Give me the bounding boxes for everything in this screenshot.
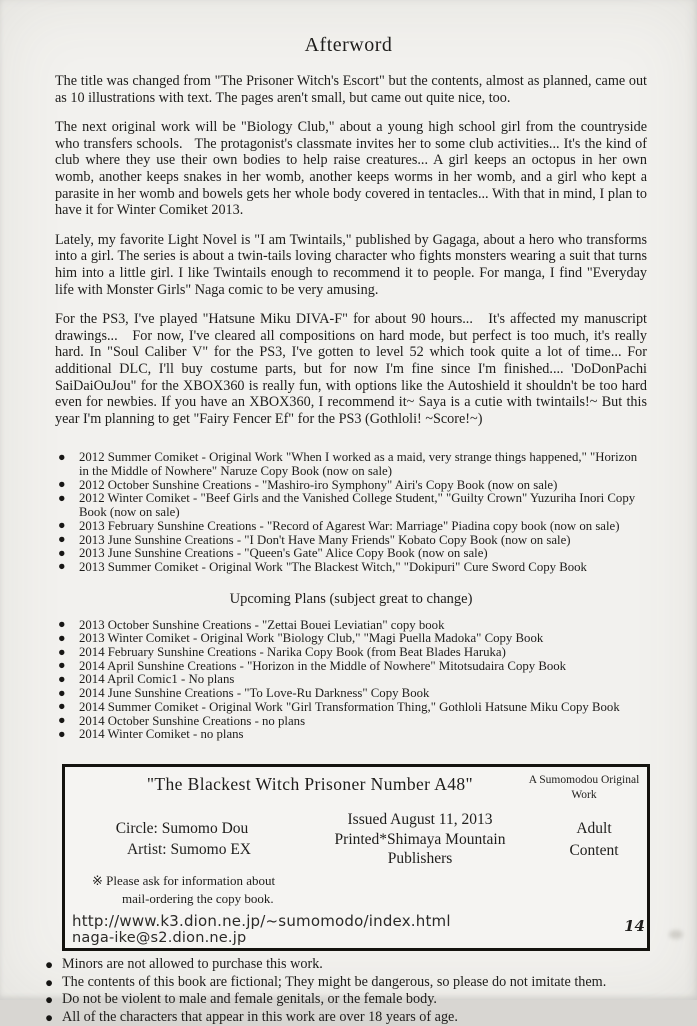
list-item (58, 547, 647, 561)
upcoming-plans-heading: Upcoming Plans (subject great to change) (229, 590, 473, 607)
list-item (58, 687, 647, 701)
disclaimer-list (0, 956, 697, 1026)
adult-content-block (548, 818, 640, 861)
release-entry: 2012 Summer Comiket - Original Work "When I worked as a maid, very strange things happened," "Horizon in the Middle of Nowhere" Naruze Copy Book (now on sale) (79, 450, 638, 478)
release-entry: 2013 Summer Comiket - Original Work "The Blackest Witch," "Dokipuri" Cure Sword Copy Book (79, 559, 587, 574)
colophon-box (62, 764, 650, 951)
paragraph-next-work: The next original work will be "Biology Club," about a young high school girl from the countryside who transfers schools. The protagonist's classmate invites her to some club activities... It's the kind of club where they use their own bodies to help raise creatures... A girl keeps an octopus in her own womb, another keeps snakes in her womb, another keeps worms in her womb, and a girl who kept a parasite in her womb and bowels gets her whole body covered in tentacles... With that in mind, I plan to have it for Winter Comiket 2013. (55, 119, 651, 219)
paragraph-games: For the PS3, I've played "Hatsune Miku DIVA-F" for about 90 hours... It's affected my manuscript drawings... For now, I've cleared all compositions on hard mode, but perfect is too much, it's really hard. In "Soul Caliber V" for the PS3, I've gotten to level 52 which took quite a lot of time... For additional DLC, I'll buy costume parts, but for now I'm fine since I'm finished.... 'DoDonPachi SaiDaiOuJou" for the XBOX360 is really fun, with options like the Autoshield it shouldn't be too hard even for newbies. If you have an XBOX360, I recommend it~ Saya is a cutie with twintails!~ But this year I'm planning to get "Fairy Fencer Ef" for the PS3 (Gothloli! ~Score!~) (55, 311, 651, 427)
colophon-credits-row (72, 810, 640, 869)
disclaimer-text: Do not be violent to male and female genitals, or the female body. (62, 991, 437, 1008)
plan-entry: 2014 February Sunshine Creations - Narika Copy Book (from Beat Blades Haruka) (79, 645, 506, 660)
list-item (58, 646, 647, 660)
release-entry: 2012 Winter Comiket - "Beef Girls and the Vanished College Student," "Guilty Crown" Yuzuriha Inori Copy Book (now on sale) (79, 491, 636, 520)
printer-name: Printed*Shimaya Mountain Publishers (334, 830, 506, 868)
list-item (58, 520, 647, 534)
email-address: naga-ike@s2.dion.ne.jp (72, 930, 247, 947)
list-item (58, 534, 647, 548)
mail-order-note-line1: ※ Please ask for information about (92, 873, 276, 889)
page-title: Afterword (304, 34, 393, 56)
disclaimer-item (45, 956, 692, 973)
list-item (58, 619, 647, 633)
website-url: http://www.k3.dion.ne.jp/~sumomodo/index.html (72, 912, 451, 931)
plan-entry: 2014 April Sunshine Creations - "Horizon in the Middle of Nowhere" Mitotsudaira Copy Book (79, 658, 567, 673)
list-item (58, 479, 647, 493)
list-item (58, 492, 647, 519)
release-entry: 2013 February Sunshine Creations - "Record of Agarest War: Marriage" Piadina copy book (now on sale) (79, 518, 620, 533)
list-item (58, 451, 647, 478)
original-work-label: A Sumomodou Original Work (528, 773, 640, 801)
mail-order-note (92, 872, 640, 907)
list-item (58, 660, 647, 674)
issue-printer-block (292, 810, 548, 869)
disclaimer-item (45, 991, 692, 1008)
scan-smudge (669, 930, 683, 939)
paragraph-title-change: The title was changed from "The Prisoner Witch's Escort" but the contents, almost as planned, came out as 10 illustrations with text. The pages aren't small, but came out quite nice, too. (55, 73, 651, 106)
plan-entry: 2013 October Sunshine Creations - "Zettai Bouei Leviatian" copy book (79, 617, 445, 632)
disclaimer-text: All of the characters that appear in this work are over 18 years of age. (62, 1008, 458, 1025)
list-item (58, 715, 647, 729)
colophon-title-row (72, 771, 640, 803)
plan-entry: 2014 June Sunshine Creations - "To Love-Ru Darkness" Copy Book (79, 686, 430, 701)
plan-entry: 2014 Summer Comiket - Original Work "Girl Transformation Thing," Gothloli Hatsune Miku Copy Book (79, 699, 620, 714)
list-item (58, 701, 647, 715)
list-item (58, 561, 647, 575)
disclaimer-text: The contents of this book are fictional; They might be dangerous, so please do not imitate them. (62, 973, 607, 990)
artist-name: Artist: Sumomo EX (126, 840, 251, 858)
release-entry: 2013 June Sunshine Creations - "Queen's Gate" Alice Copy Book (now on sale) (79, 546, 488, 561)
disclaimer-item (45, 974, 692, 991)
upcoming-plans-list (55, 619, 647, 742)
plan-entry: 2013 Winter Comiket - Original Work "Biology Club," "Magi Puella Madoka" Copy Book (79, 631, 544, 646)
main-text-column (55, 73, 651, 951)
plan-entry: 2014 Winter Comiket - no plans (79, 727, 244, 742)
release-entry: 2012 October Sunshine Creations - "Mashiro-iro Symphony" Airi's Copy Book (now on sale) (79, 477, 558, 492)
list-item (58, 728, 647, 742)
adult-content-label: Adult Content (569, 819, 619, 859)
disclaimer-text: Minors are not allowed to purchase this work. (62, 956, 323, 973)
list-item (58, 632, 647, 646)
circle-name: Circle: Sumomo Dou (115, 819, 249, 837)
mail-order-note-line2: mail-ordering the copy book. (122, 890, 274, 906)
plan-entry: 2014 April Comic1 - No plans (79, 672, 235, 687)
list-item (58, 673, 647, 687)
release-entry: 2013 June Sunshine Creations - "I Don't Have Many Friends" Kobato Copy Book (now on sale) (79, 532, 571, 547)
book-title: "The Blackest Witch Prisoner Number A48" (146, 773, 474, 794)
circle-artist-block (72, 819, 292, 861)
disclaimer-item (45, 1009, 692, 1026)
page-number: 14 (624, 917, 645, 935)
issue-date: Issued August 11, 2013 (347, 810, 493, 828)
plan-entry: 2014 October Sunshine Creations - no plans (79, 713, 306, 728)
paragraph-light-novel: Lately, my favorite Light Novel is "I am Twintails," published by Gagaga, about a hero who transforms into a girl. The series is about a twin-tails loving character who fights monsters wearing a suit that turns him into a little girl. I like Twintails enough to recommend it to people. For manga, I find "Everyday life with Monster Girls" Naga comic to be very amusing. (55, 231, 651, 298)
past-releases-list (55, 451, 647, 574)
